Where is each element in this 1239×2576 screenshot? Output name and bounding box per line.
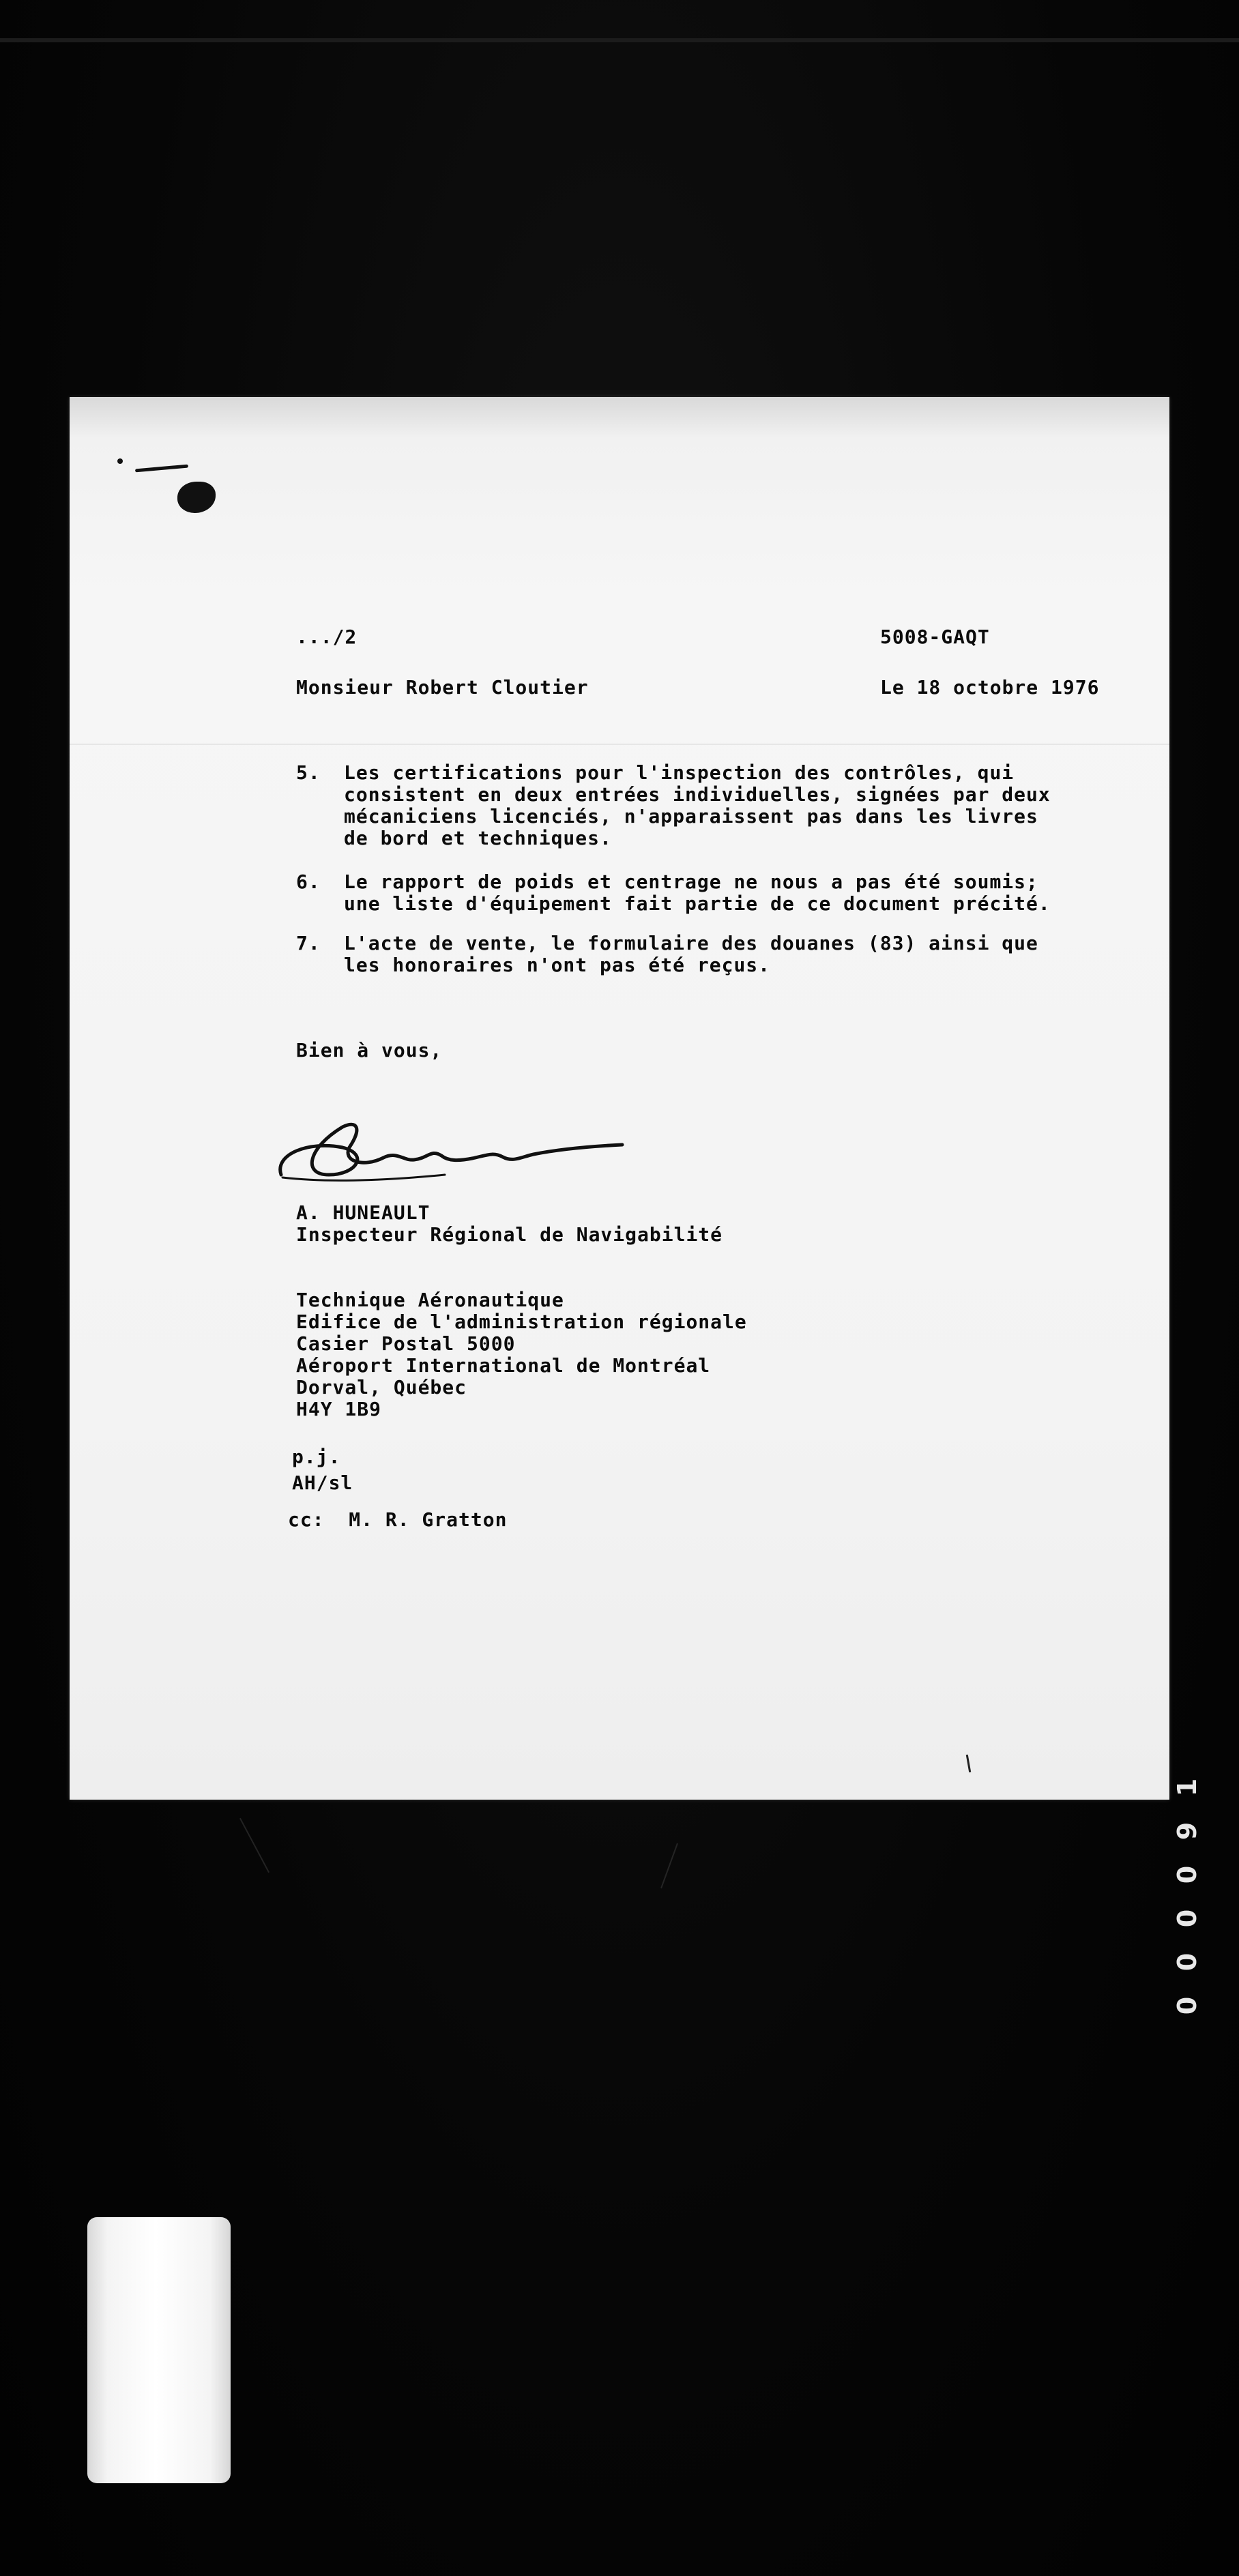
item-text: [344, 762, 1060, 849]
item-line: consistent en deux entrées individuelles, signées par deux: [344, 783, 1051, 806]
typist-initials: AH/sl: [292, 1472, 353, 1494]
film-leader-strip: [87, 2217, 231, 2483]
address-line: Aéroport International de Montréal: [296, 1354, 711, 1377]
item-text: [344, 933, 1060, 976]
item-line: les honoraires n'ont pas été reçus.: [344, 954, 771, 976]
letter-date: Le 18 octobre 1976: [880, 676, 1100, 699]
carbon-copy: cc: M. R. Gratton: [288, 1508, 508, 1531]
closing: Bien à vous,: [296, 1039, 443, 1062]
ink-dash: [135, 465, 188, 473]
item-line: de bord et techniques.: [344, 827, 612, 849]
frame-digit: 0: [1172, 1952, 1202, 1972]
signer-title: Inspecteur Régional de Navigabilité: [296, 1223, 723, 1246]
frame-digit: 0: [1172, 1996, 1202, 2015]
item-line: mécaniciens licenciés, n'apparaissent pas dans les livres: [344, 805, 1038, 828]
item-number: 7.: [296, 932, 321, 954]
film-top-edge: [0, 38, 1239, 42]
ink-blot: [177, 482, 216, 513]
item-line: L'acte de vente, le formulaire des douanes (83) ainsi que: [344, 932, 1038, 954]
frame-digit: 1: [1172, 1778, 1202, 1797]
frame-digit: 9: [1172, 1821, 1202, 1841]
pen-tick: [966, 1755, 971, 1772]
page-reference: .../2: [296, 626, 358, 648]
enclosure-note: p.j.: [292, 1446, 341, 1468]
frame-digit: 0: [1172, 1909, 1202, 1928]
ink-dot: [117, 458, 123, 464]
address-line: Technique Aéronautique: [296, 1289, 564, 1311]
item-line: Le rapport de poids et centrage ne nous a pas été soumis;: [344, 870, 1038, 893]
item-number: 5.: [296, 761, 321, 784]
address-line: Edifice de l'administration régionale: [296, 1311, 747, 1333]
frame-digit: 0: [1172, 1865, 1202, 1884]
address-line: Casier Postal 5000: [296, 1332, 516, 1355]
item-number: 6.: [296, 870, 321, 893]
handwritten-signature: [267, 1107, 629, 1195]
letter-page: [70, 397, 1169, 1800]
addressee: Monsieur Robert Cloutier: [296, 676, 589, 699]
signer-name: A. HUNEAULT: [296, 1201, 431, 1224]
file-reference: 5008-GAQT: [880, 626, 990, 648]
item-line: Les certifications pour l'inspection des contrôles, qui: [344, 761, 1015, 784]
fold-line: [70, 744, 1169, 745]
item-text: [344, 871, 1060, 915]
frame-number: [1160, 1774, 1214, 2019]
address-line: H4Y 1B9: [296, 1398, 382, 1420]
address-line: Dorval, Québec: [296, 1376, 467, 1399]
item-line: une liste d'équipement fait partie de ce document précité.: [344, 892, 1051, 915]
